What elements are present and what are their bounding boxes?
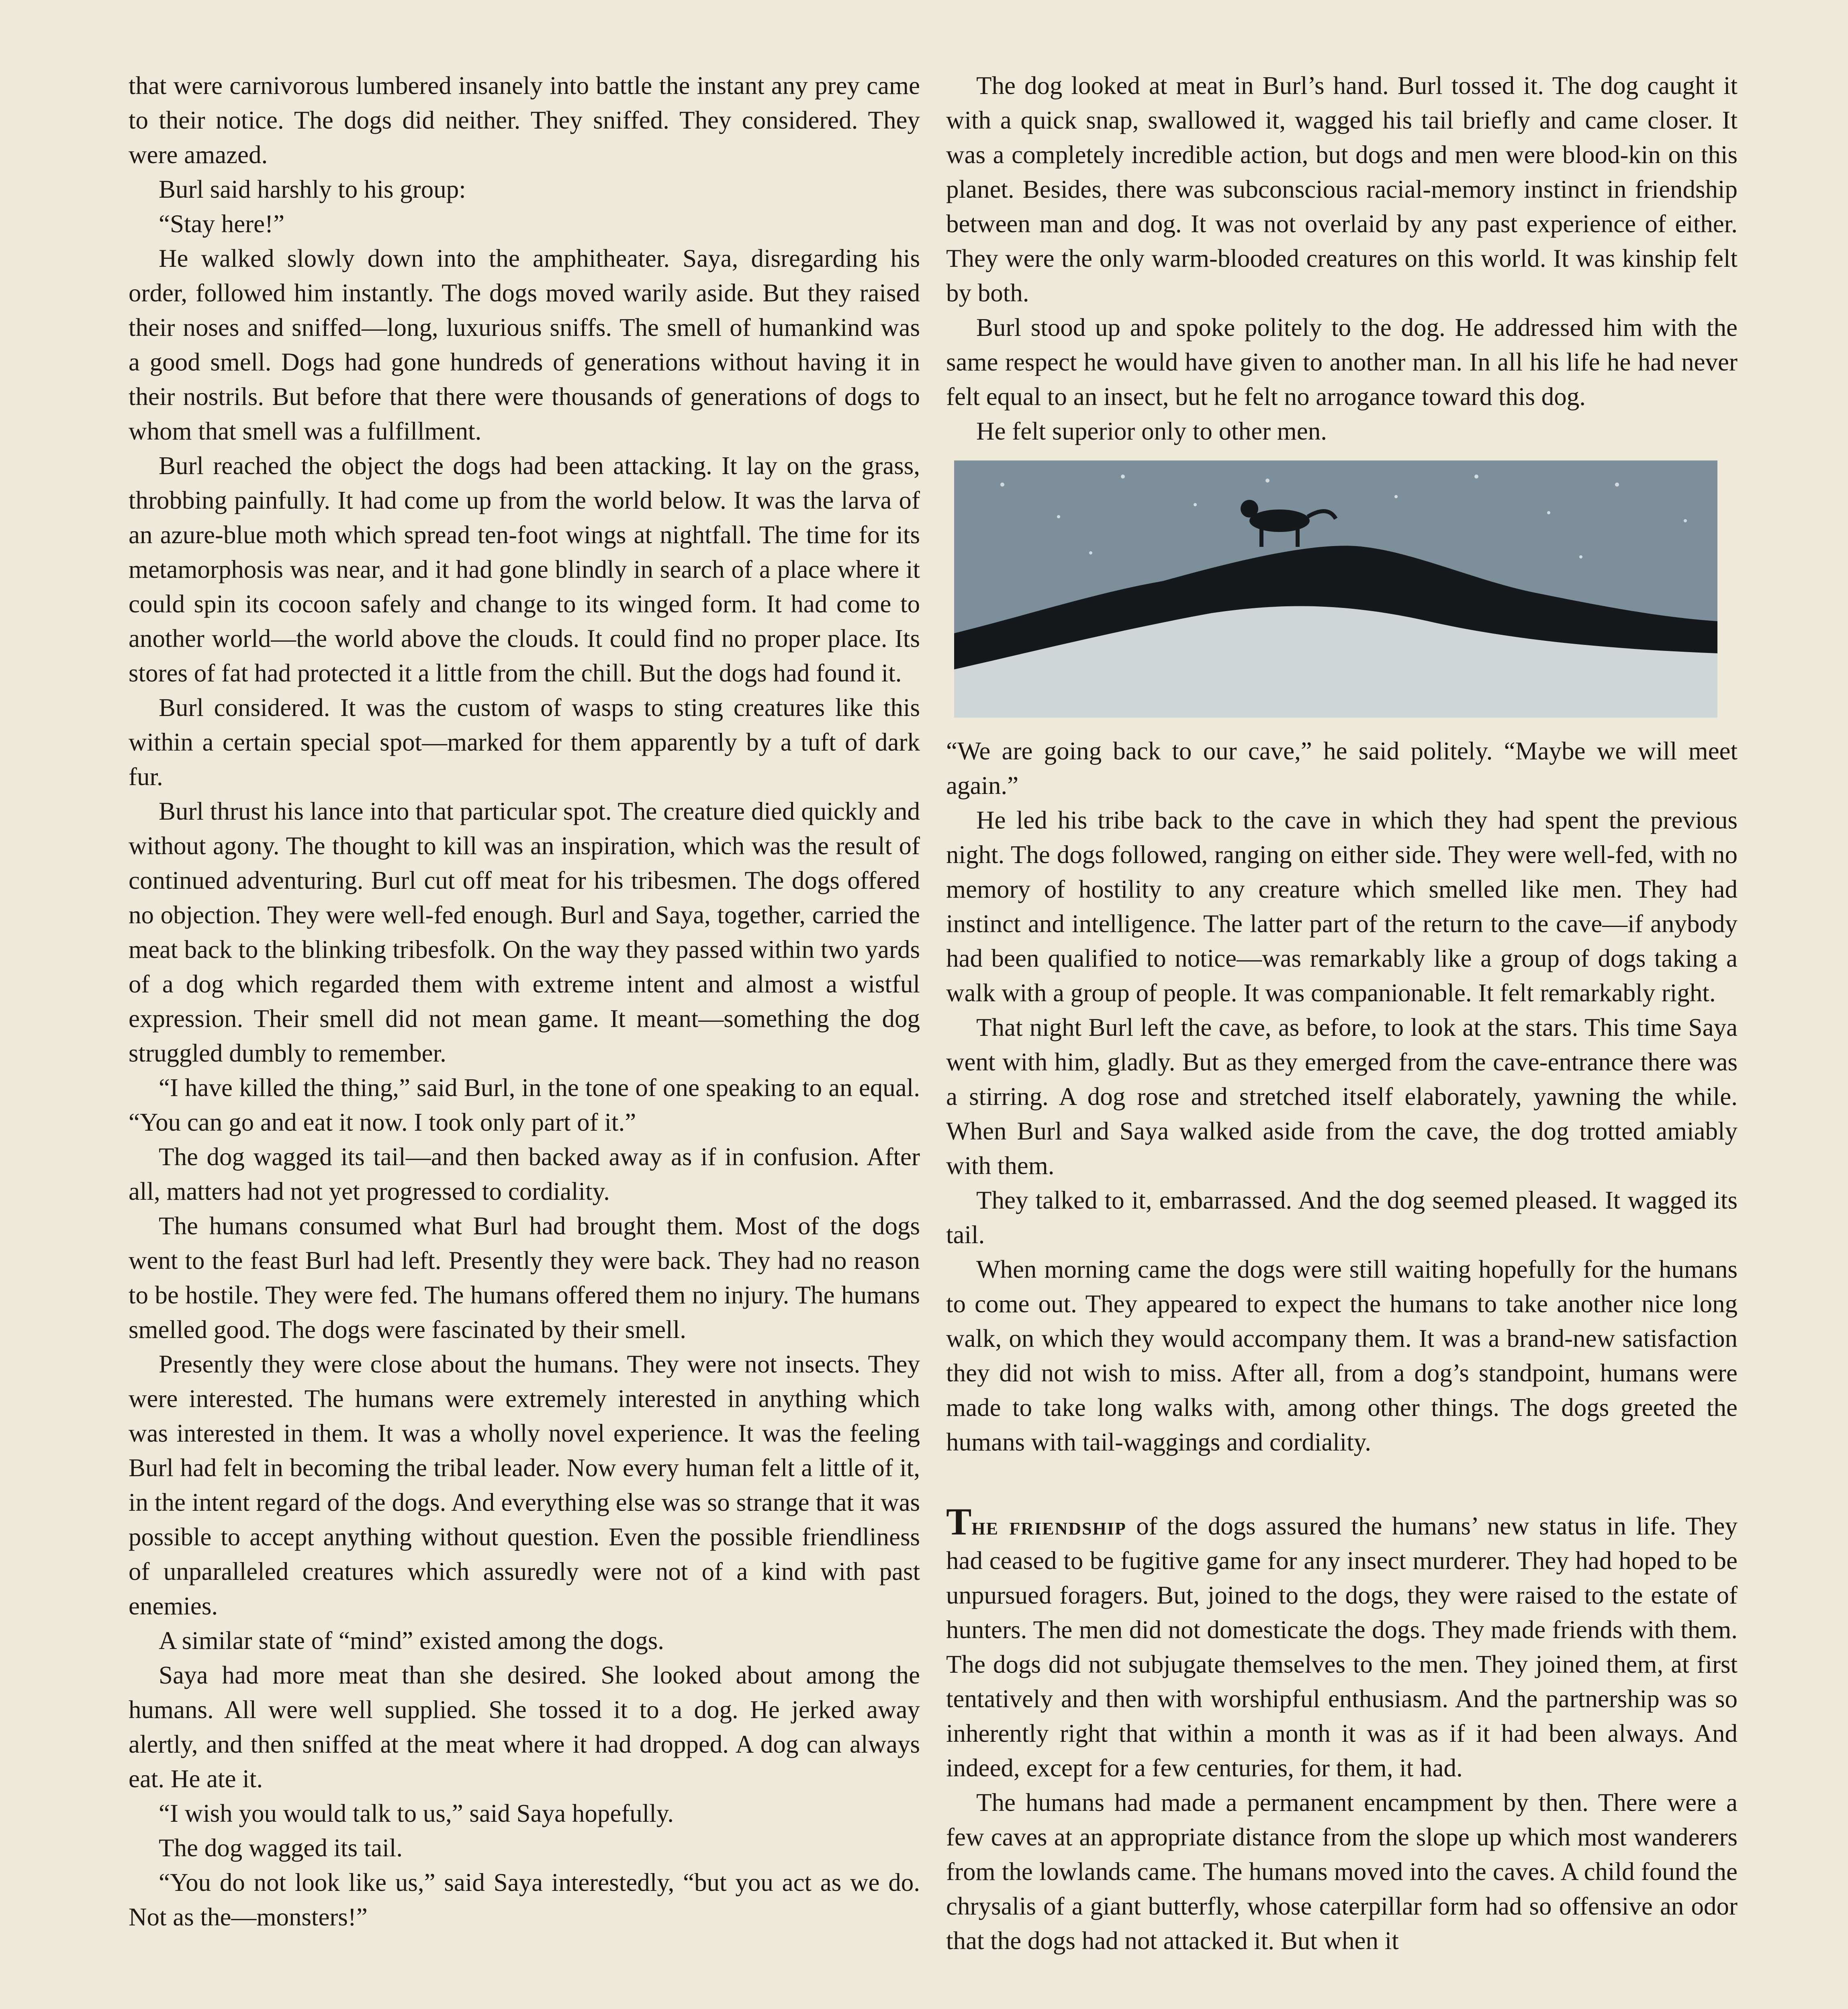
paragraph: That night Burl left the cave, as before, to look at the stars. This time Saya went with him, gladly. But as they emerged from the cave-entrance there was a stirring. A dog rose and stretched itself elaborately, yawning the while. When Burl and Saya walked aside from the cave, the dog trotted amiably with them. (946, 1013, 1738, 1180)
paragraph: Burl considered. It was the custom of wasps to sting creatures like this within a certain special spot—marked for them apparently by a tuft of dark fur. (129, 694, 920, 791)
paragraph: The humans had made a permanent encampment by then. There were a few caves at an appropriate distance from the slope up which most wanderers from the lowlands came. The humans moved into the caves. A child found the chrysalis of a giant butterfly, whose caterpillar form had so offensive an odor that the dogs had not attacked it. But when it (946, 1788, 1738, 1955)
paragraph: “Stay here!” (159, 210, 285, 238)
lead-text: of the dogs assured the humans’ new status in life. They had ceased to be fugitive game for any insect murderer. They had hoped to be unpursued foragers. But, joined to the dogs, they were raised to the estate of hunters. The men did not domesticate the dogs. They made friends with them. The dogs did not subjugate themselves to the men. They joined them, at first tentatively and then with worshipful enthusiasm. And the partnership was so inherently right that within a month it was as if it had been always. And indeed, except for a few centuries, for them, it had. (946, 1512, 1738, 1782)
paragraph: The humans consumed what Burl had brought them. Most of the dogs went to the feast Burl had left. Presently they were back. They had no reason to be hostile. They were fed. The humans offered them no injury. The humans smelled good. The dogs were fascinated by their smell. (129, 1212, 920, 1344)
paragraph: A similar state of “mind” existed among the dogs. (159, 1626, 664, 1655)
paragraph: The dog looked at meat in Burl’s hand. Burl tossed it. The dog caught it with a quick snap, swallowed it, wagged his tail briefly and came closer. It was a completely incredible action, but dogs and men were blood-kin on this planet. Besides, there was subconscious racial-memory instinct in friendship between man and dog. It was not overlaid by any past experience of either. They were the only warm-blooded creatures on this world. It was kinship felt by both. (946, 72, 1738, 307)
paragraph: Burl thrust his lance into that particular spot. The creature died quickly and without agony. The thought to kill was an inspiration, which was the result of continued adventuring. Burl cut off meat for his tribesmen. The dogs offered no objection. They were well-fed enough. Burl and Saya, together, carried the meat back to the blinking tribesfolk. On the way they passed within two yards of a dog which regarded them with extreme intent and almost a wistful expression. Their smell did not mean game. It meant—something the dog struggled dumbly to remember. (129, 797, 920, 1067)
paragraph: Burl stood up and spoke politely to the dog. He addressed him with the same respect he would have given to another man. In all his life he had never felt equal to an insect, but he felt no arrogance toward this dog. (946, 313, 1738, 411)
section-lead-paragraph (946, 1500, 1738, 1785)
paragraph: He felt superior only to other men. (976, 417, 1327, 445)
paragraph: “I wish you would talk to us,” said Saya hopefully. (159, 1799, 674, 1827)
paragraph: “We are going back to our cave,” he said politely. “Maybe we will meet again.” (946, 737, 1738, 800)
paragraph: The dog wagged its tail—and then backed away as if in confusion. After all, matters had not yet progressed to cordiality. (129, 1143, 920, 1205)
right-column (946, 68, 1738, 1958)
dog-on-hilltop-illustration (954, 460, 1717, 718)
drop-cap: T (946, 1500, 972, 1543)
left-column (129, 68, 920, 1934)
paragraph: Saya had more meat than she desired. She looked about among the humans. All were well supplied. She tossed it to a dog. He jerked away alertly, and then sniffed at the meat where it had dropped. A dog can always eat. He ate it. (129, 1661, 920, 1793)
paragraph: Burl said harshly to his group: (159, 175, 466, 203)
paragraph: Presently they were close about the humans. They were not insects. They were interested. The humans were extremely interested in anything which was interested in them. It was a wholly novel experience. It was the feeling Burl had felt in becoming the tribal leader. Now every human felt a little of it, in the intent regard of the dogs. And everything else was so strange that it was possible to accept anything without question. Even the possible friendliness of unparalleled creatures which assuredly were not of a kind with past enemies. (129, 1350, 920, 1620)
paragraph: He led his tribe back to the cave in which they had spent the previous night. The dogs followed, ranging on either side. They were well-fed, with no memory of hostility to any creature which smelled like men. They had instinct and intelligence. The latter part of the return to the cave—if anybody had been qualified to notice—was remarkably like a group of dogs taking a walk with a group of people. It was companionable. It felt remarkably right. (946, 806, 1738, 1007)
lead-smallcaps: he friendship (971, 1512, 1126, 1540)
section-break (946, 1459, 1738, 1508)
paragraph: The dog wagged its tail. (159, 1834, 403, 1862)
paragraph: When morning came the dogs were still waiting hopefully for the humans to come out. They appeared to expect the humans to take another nice long walk, on which they would accompany them. It was a brand-new satisfaction they did not wish to miss. After all, from a dog’s standpoint, humans were made to take long walks with, among other things. The dogs greeted the humans with tail-waggings and cordiality. (946, 1255, 1738, 1456)
paragraph: that were carnivorous lumbered insanely into battle the instant any prey came to their notice. The dogs did neither. They sniffed. They considered. They were amazed. (129, 72, 920, 169)
paragraph: “I have killed the thing,” said Burl, in the tone of one speaking to an equal. “You can go and eat it now. I took only part of it.” (129, 1074, 920, 1136)
paragraph: They talked to it, embarrassed. And the dog seemed pleased. It wagged its tail. (946, 1186, 1738, 1249)
paragraph: He walked slowly down into the amphitheater. Saya, disregarding his order, followed him instantly. The dogs moved warily aside. But they raised their noses and sniffed—long, luxurious sniffs. The smell of humankind was a good smell. Dogs had gone hundreds of generations without having it in their nostrils. But before that there were thousands of generations of dogs to whom that smell was a fulfillment. (129, 244, 920, 445)
paragraph: Burl reached the object the dogs had been attacking. It lay on the grass, throbbing painfully. It had come up from the world below. It was the larva of an azure-blue moth which spread ten-foot wings at nightfall. The time for its metamorphosis was near, and it had gone blindly in search of a place where it could spin its cocoon safely and change to its winged form. It had come to another world—the world above the clouds. It could find no proper place. Its stores of fat had protected it a little from the chill. But the dogs had found it. (129, 452, 920, 687)
paragraph: “You do not look like us,” said Saya interestedly, “but you act as we do. Not as the—monsters!” (129, 1868, 920, 1931)
